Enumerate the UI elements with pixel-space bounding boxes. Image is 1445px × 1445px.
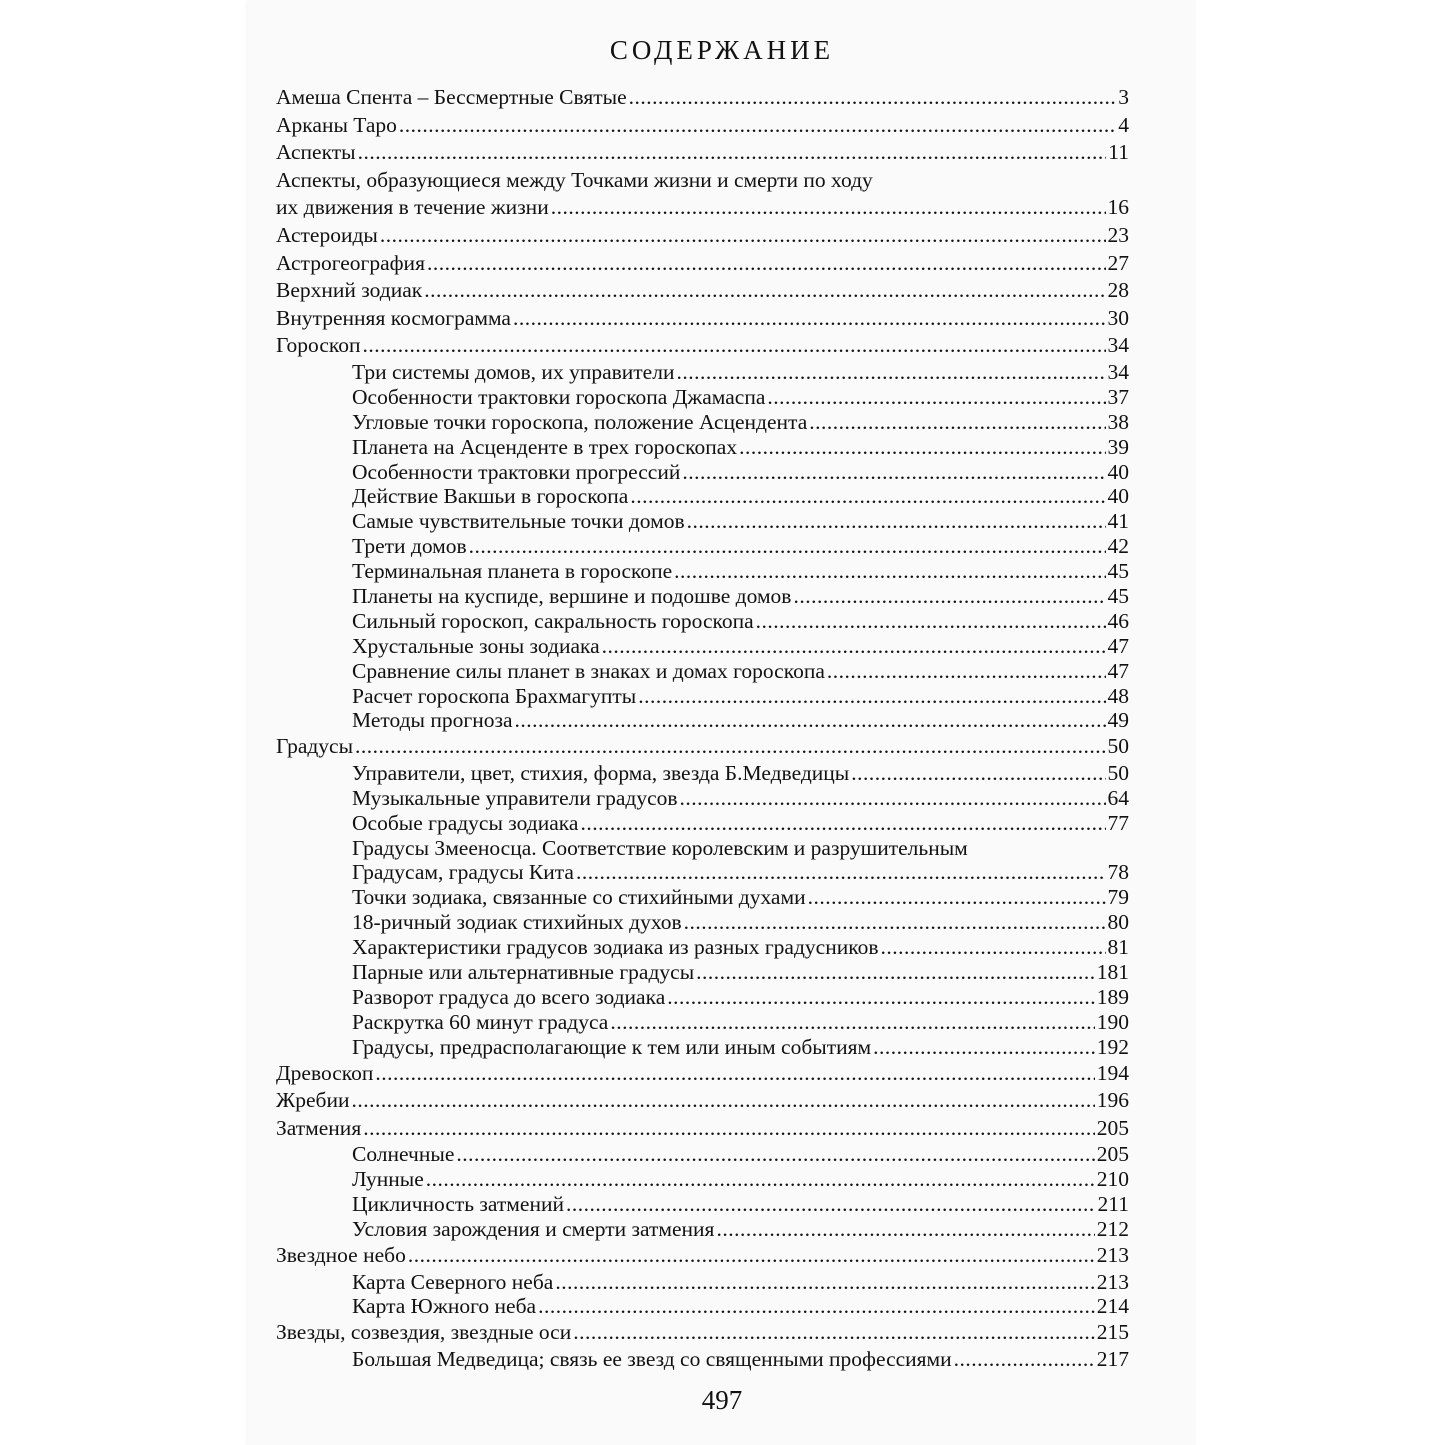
toc-entry-title: Аспекты, образующиеся между Точками жизни и смерти по ходу [276, 167, 873, 192]
toc-entry-title: Звезды, созвездия, звездные оси [276, 1320, 572, 1345]
toc-entry-body [352, 659, 1129, 684]
toc-entry [276, 1115, 1129, 1143]
toc-entry-page: 77 [1107, 810, 1129, 835]
toc-entry [276, 410, 1129, 435]
toc-entry-page: 41 [1107, 509, 1129, 534]
toc-entry-page: 48 [1107, 683, 1129, 708]
toc-entry-title: Точки зодиака, связанные со стихийными духами [352, 885, 806, 910]
dot-leader [424, 277, 1105, 305]
toc-entry-title: Верхний зодиак [276, 278, 423, 303]
toc-entry-title: Амеша Спента – Бессмертные Святые [276, 85, 627, 109]
dot-leader [399, 112, 1116, 140]
toc-entry [276, 1217, 1129, 1242]
toc-entry [276, 935, 1129, 960]
toc-entry-title: Затмения [276, 1115, 362, 1140]
toc-entry [276, 1294, 1129, 1319]
toc-entry-title: Градусы, предрасполагающие к тем или иным событиям [352, 1034, 872, 1059]
toc-entry-body [276, 332, 1129, 360]
toc-entry-title: Методы прогноза [352, 708, 513, 733]
toc-entry [276, 634, 1129, 659]
toc-entry [276, 534, 1129, 559]
toc-entry-body [276, 1060, 1129, 1088]
toc-entry-title: Гороскоп [276, 333, 361, 358]
toc-entry-page: 46 [1107, 608, 1129, 633]
toc-entry-page: 30 [1107, 305, 1129, 330]
dot-leader [827, 659, 1106, 684]
toc-entry-title: Древоскоп [276, 1060, 374, 1085]
toc-entry [276, 1010, 1129, 1035]
toc-entry-body [352, 885, 1129, 910]
toc-entry-page: 211 [1097, 1192, 1129, 1217]
toc-entry-title-continuation: их движения в течение жизни [276, 195, 549, 220]
dot-leader [358, 139, 1107, 167]
toc-entry [276, 1347, 1129, 1372]
toc-entry-body [276, 305, 1129, 333]
dot-leader [674, 559, 1105, 584]
toc-entry-page: 212 [1096, 1217, 1129, 1242]
toc-entry [276, 684, 1129, 709]
toc-entry-page: 213 [1096, 1242, 1129, 1267]
toc-entry [276, 1167, 1129, 1192]
toc-entry-title: Планеты на куспиде, вершине и подошве домов [352, 583, 792, 608]
toc-entry-page: 40 [1107, 459, 1129, 484]
toc-entry-title: Жребии [276, 1088, 350, 1113]
toc-entry-body [352, 1217, 1129, 1242]
toc-entry-body [352, 360, 1129, 385]
toc-entry-title: Солнечные [352, 1142, 455, 1167]
toc-entry-body [352, 684, 1129, 709]
toc-entry-title: Внутренняя космограмма [276, 305, 511, 330]
toc-entry [276, 460, 1129, 485]
toc-entry-body [352, 1192, 1129, 1217]
toc-entry-page: 205 [1096, 1115, 1129, 1140]
toc-entry [276, 885, 1129, 910]
toc-entry [276, 910, 1129, 935]
toc-entry-title-continuation: Градусам, градусы Кита [352, 860, 574, 885]
toc-entry [276, 1087, 1129, 1115]
toc-entry-title: Аспекты [276, 140, 356, 165]
toc-entry [276, 139, 1129, 167]
dot-leader [684, 910, 1106, 935]
toc-entry-title: Трети домов [352, 534, 467, 559]
toc-entry-body [352, 1142, 1129, 1167]
dot-leader [687, 509, 1106, 534]
dot-leader [426, 1167, 1095, 1192]
toc-entry-page: 215 [1096, 1320, 1129, 1345]
dot-leader [873, 1035, 1095, 1060]
toc-entry-page: 34 [1107, 359, 1129, 384]
toc-entry-page: 50 [1107, 734, 1129, 759]
dot-leader [408, 1242, 1095, 1270]
toc-entry-page: 40 [1107, 484, 1129, 509]
dot-leader [610, 1010, 1094, 1035]
toc-entry [276, 1270, 1129, 1295]
toc-entry-page: 205 [1096, 1142, 1129, 1167]
toc-entry-title: Особенности трактовки гороскопа Джамаспа [352, 384, 766, 409]
toc-entry [276, 1035, 1129, 1060]
toc-entry-body [276, 1115, 1129, 1143]
toc-entry-page: 49 [1107, 708, 1129, 733]
toc-entry [276, 584, 1129, 609]
toc-entry-body [352, 1010, 1129, 1035]
toc-entry-page: 192 [1096, 1034, 1129, 1059]
toc-entry [276, 761, 1129, 786]
dot-leader [716, 1217, 1094, 1242]
toc-entry [276, 811, 1129, 836]
toc-entry-page: 210 [1096, 1167, 1129, 1192]
toc-entry-page: 213 [1096, 1269, 1129, 1294]
toc-entry [276, 960, 1129, 985]
toc-entry-title: Астероиды [276, 222, 378, 247]
dot-leader [515, 708, 1106, 733]
toc-entry-body [352, 559, 1129, 584]
toc-entry-title: Хрустальные зоны зодиака [352, 633, 600, 658]
toc-entry [276, 305, 1129, 333]
toc-entry-body [352, 1294, 1129, 1319]
toc-entry-body [352, 410, 1129, 435]
toc-entry [276, 659, 1129, 684]
dot-leader [682, 460, 1105, 485]
toc-entry-body [352, 534, 1129, 559]
toc-entry-body [276, 1242, 1129, 1270]
toc-entry-page: 11 [1108, 140, 1129, 165]
toc-entry-page: 16 [1107, 195, 1129, 220]
toc-entry [276, 222, 1129, 250]
toc-entry [276, 112, 1129, 140]
toc-entry-title: Условия зарождения и смерти затмения [352, 1217, 715, 1242]
toc-entry-page: 23 [1107, 222, 1129, 247]
book-page [248, 0, 1196, 1445]
toc-entry-body [352, 1270, 1129, 1295]
toc-entry-body [352, 786, 1129, 811]
toc-entry-title: Парные или альтернативные градусы [352, 960, 695, 985]
dot-leader [362, 332, 1105, 360]
toc-entry [276, 1192, 1129, 1217]
toc-entry [276, 1142, 1129, 1167]
toc-entry-body [352, 609, 1129, 634]
toc-entry-body [276, 139, 1129, 167]
toc-entry-page: 37 [1107, 384, 1129, 409]
toc-entry-page: 34 [1107, 333, 1129, 358]
toc-entry-title: Особенности трактовки прогрессий [352, 459, 681, 484]
toc-entry-title: Музыкальные управители градусов [352, 785, 678, 810]
dot-leader [375, 1060, 1094, 1088]
toc-entry-title: Карта Южного неба [352, 1294, 537, 1319]
toc-entry-body [352, 484, 1129, 509]
toc-entry [276, 786, 1129, 811]
toc-entry-page: 196 [1096, 1088, 1129, 1113]
toc-entry-title: Звездное небо [276, 1242, 406, 1267]
dot-leader [513, 305, 1106, 333]
dot-leader [851, 761, 1105, 786]
toc-entry-body [352, 985, 1129, 1010]
toc-entry-body [352, 708, 1129, 733]
toc-entry-title: Цикличность затмений [352, 1192, 564, 1217]
toc-entry-title: Астрогеография [276, 250, 425, 275]
toc-entry-page: 64 [1107, 785, 1129, 810]
toc-entry-page: 78 [1107, 860, 1129, 885]
toc-entry [276, 708, 1129, 733]
toc-entry-body [276, 733, 1129, 761]
toc-entry [276, 559, 1129, 584]
dot-leader [793, 584, 1105, 609]
toc-entry-page: 194 [1096, 1060, 1129, 1085]
toc-entry-body [352, 811, 1129, 836]
toc-entry-title: Особые градусы зодиака [352, 810, 579, 835]
toc-entry-page: 190 [1096, 1009, 1129, 1034]
dot-leader [667, 985, 1094, 1010]
toc-entry-title: Большая Медведица; связь ее звезд со священными профессиями [352, 1346, 952, 1371]
toc-entry-title: Угловые точки гороскопа, положение Асцендента [352, 409, 808, 434]
dot-leader [676, 360, 1105, 385]
toc-entry-body [352, 435, 1129, 460]
dot-leader [576, 860, 1106, 885]
toc-entry-page: 38 [1107, 409, 1129, 434]
dot-leader [551, 194, 1106, 222]
toc-entry-body [352, 761, 1129, 786]
toc-entry-body [352, 1347, 1129, 1372]
toc-entry-title: Самые чувствительные точки домов [352, 509, 685, 534]
dot-leader [555, 1270, 1094, 1295]
toc-entry-body [352, 509, 1129, 534]
toc-entry-page: 181 [1096, 960, 1129, 985]
toc-entry-page: 80 [1107, 910, 1129, 935]
toc-entry-title: Градусы Змееносца. Соответствие королевским и разрушительным [352, 835, 968, 860]
toc-entry-page: 4 [1118, 112, 1129, 137]
dot-leader [638, 684, 1105, 709]
dot-leader [380, 222, 1106, 250]
toc-entry-body [276, 1087, 1129, 1115]
toc-entry-page: 3 [1118, 85, 1129, 109]
toc-entry [276, 277, 1129, 305]
toc-entry-body [352, 1167, 1129, 1192]
toc-entry-page: 50 [1107, 760, 1129, 785]
toc-entry-title: Терминальная планета в гороскопе [352, 559, 673, 584]
toc-entry [276, 250, 1129, 278]
toc-entry [276, 733, 1129, 761]
dot-leader [573, 1319, 1095, 1347]
dot-leader [602, 634, 1106, 659]
toc-entry-body [276, 222, 1129, 250]
dot-leader [630, 484, 1105, 509]
dot-leader [580, 811, 1105, 836]
toc-entry-title: Раскрутка 60 минут градуса [352, 1009, 609, 1034]
toc-entry-page: 27 [1107, 250, 1129, 275]
toc-entry-last-line [352, 860, 1129, 885]
toc-entry-title: Сравнение силы планет в знаках и домах гороскопа [352, 658, 825, 683]
toc-entry-page: 45 [1107, 583, 1129, 608]
toc-entry-title: Разворот градуса до всего зодиака [352, 984, 666, 1009]
toc-entry-page: 189 [1096, 984, 1129, 1009]
toc-entry-body [352, 584, 1129, 609]
dot-leader [696, 960, 1095, 985]
toc-entry-body [352, 935, 1129, 960]
toc-entry [276, 609, 1129, 634]
toc-entry-title: Три системы домов, их управители [352, 359, 675, 384]
dot-leader [538, 1294, 1095, 1319]
toc-entry [276, 1319, 1129, 1347]
toc-entry-lines [276, 167, 1129, 222]
toc-entry-body [352, 460, 1129, 485]
toc-entry-page: 47 [1107, 658, 1129, 683]
toc-entry-page: 39 [1107, 434, 1129, 459]
table-of-contents [276, 84, 1129, 1372]
toc-entry-page: 214 [1096, 1294, 1129, 1319]
toc-entry-last-line [276, 194, 1129, 222]
dot-leader [767, 385, 1105, 410]
dot-leader [355, 733, 1105, 761]
dot-leader [456, 1142, 1094, 1167]
toc-entry-body [352, 910, 1129, 935]
page-title: СОДЕРЖАНИЕ [609, 35, 835, 65]
dot-leader [566, 1192, 1096, 1217]
toc-entry-body [276, 250, 1129, 278]
toc-entry [276, 167, 1129, 222]
dot-leader [352, 1087, 1095, 1115]
dot-leader [808, 885, 1106, 910]
toc-entry-title: Карта Северного неба [352, 1269, 554, 1294]
toc-entry [276, 1242, 1129, 1270]
toc-entry-body [276, 1319, 1129, 1347]
toc-entry-page: 217 [1096, 1346, 1129, 1371]
dot-leader [427, 250, 1106, 278]
dot-leader [954, 1347, 1095, 1372]
toc-entry-body [276, 84, 1129, 112]
dot-leader [680, 786, 1106, 811]
toc-entry-title: Действие Вакшьи в гороскопа [352, 484, 629, 509]
dot-leader [739, 435, 1105, 460]
toc-entry-page: 79 [1107, 885, 1129, 910]
toc-entry [276, 985, 1129, 1010]
toc-entry-page: 45 [1107, 559, 1129, 584]
toc-entry-title: Градусы [276, 734, 354, 759]
toc-entry [276, 84, 1129, 112]
toc-entry-title: Характеристики градусов зодиака из разных градусников [352, 935, 879, 960]
toc-entry-page: 81 [1107, 935, 1129, 960]
toc-entry-page: 42 [1107, 534, 1129, 559]
toc-entry-title: Управители, цвет, стихия, форма, звезда Б.Медведицы [352, 760, 850, 785]
toc-entry-body [352, 960, 1129, 985]
toc-entry-title: Арканы Таро [276, 112, 397, 137]
toc-entry-page: 47 [1107, 633, 1129, 658]
dot-leader [469, 534, 1106, 559]
toc-entry-body [352, 1035, 1129, 1060]
toc-entry-page: 28 [1107, 278, 1129, 303]
toc-entry [276, 385, 1129, 410]
toc-entry [276, 484, 1129, 509]
toc-entry-body [276, 277, 1129, 305]
toc-entry-body [352, 634, 1129, 659]
toc-entry-lines [352, 836, 1129, 886]
toc-entry-body [352, 385, 1129, 410]
toc-entry-title: Лунные [352, 1167, 424, 1192]
toc-entry-title: Планета на Асценденте в трех гороскопах [352, 434, 738, 459]
toc-entry [276, 435, 1129, 460]
toc-entry [276, 509, 1129, 534]
dot-leader [809, 410, 1105, 435]
dot-leader [756, 609, 1106, 634]
page-number: 497 [701, 1385, 743, 1415]
toc-entry [276, 332, 1129, 360]
toc-entry-title: Расчет гороскопа Брахмагупты [352, 683, 637, 708]
toc-entry-title: 18-ричный зодиак стихийных духов [352, 910, 682, 935]
toc-entry-title: Сильный гороскоп, сакральность гороскопа [352, 608, 754, 633]
toc-entry [276, 360, 1129, 385]
toc-entry [276, 836, 1129, 886]
toc-entry-body [276, 112, 1129, 140]
dot-leader [629, 84, 1117, 112]
toc-entry [276, 1060, 1129, 1088]
dot-leader [363, 1115, 1095, 1143]
dot-leader [880, 935, 1105, 960]
